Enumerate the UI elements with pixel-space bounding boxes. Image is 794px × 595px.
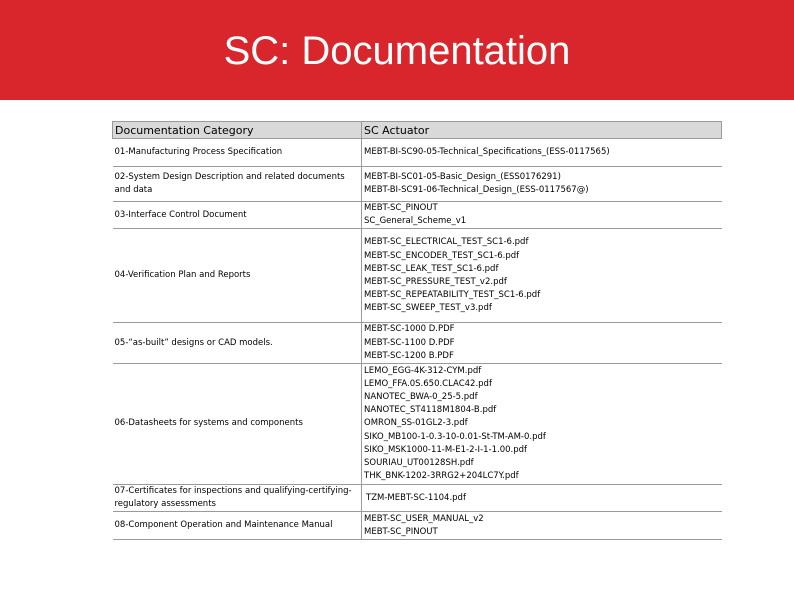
- document-filename: SC_General_Scheme_v1: [364, 216, 467, 227]
- actuator-cell: [362, 202, 722, 229]
- actuator-cell: [362, 323, 722, 364]
- slide-title: SC: Documentation: [223, 28, 571, 73]
- document-filename: SIKO_MSK1000-11-M-E1-2-I-1-1.00.pdf: [364, 444, 528, 455]
- actuator-cell: [362, 167, 722, 202]
- document-filename: MEBT-BI-SC91-06-Technical_Design_(ESS-0117567@): [364, 185, 589, 195]
- actuator-cell: [362, 229, 722, 323]
- document-filename: NANOTEC_ST4118M1804-B.pdf: [364, 405, 497, 416]
- category-cell: 02-System Design Description and related documents and data: [113, 167, 362, 202]
- document-filename: MEBT-SC-1100 D.PDF: [364, 337, 455, 348]
- table-row: [113, 202, 722, 229]
- table-row: [113, 323, 722, 364]
- document-filename: LEMO_EGG-4K-312-CYM.pdf: [364, 365, 482, 376]
- table-row: [113, 229, 722, 323]
- document-filename: THK_BNK-1202-3RRG2+204LC7Y.pdf: [364, 471, 519, 482]
- document-filename: MEBT-SC_PINOUT: [364, 526, 438, 537]
- document-filename: MEBT-SC_REPEATABILITY_TEST_SC1-6.pdf: [364, 290, 541, 301]
- document-filename: MEBT-SC-1000 D.PDF: [364, 324, 455, 335]
- category-cell: 01-Manufacturing Process Specification: [113, 139, 362, 167]
- actuator-cell: [362, 485, 722, 512]
- document-filename: MEBT-BI-SC90-05-Technical_Specifications_(ESS-0117565): [364, 146, 610, 157]
- document-filename: MEBT-SC_PINOUT: [364, 203, 438, 213]
- document-filename: MEBT-SC_PRESSURE_TEST_v2.pdf: [364, 276, 507, 287]
- title-banner: [0, 0, 794, 100]
- document-filename: MEBT-SC_SWEEP_TEST_v3.pdf: [364, 303, 492, 314]
- table-row: [113, 485, 722, 512]
- category-cell: 06-Datasheets for systems and components: [113, 364, 362, 485]
- category-cell: 03-Interface Control Document: [113, 202, 362, 229]
- header-row: [113, 122, 722, 139]
- category-cell: 05-“as-built” designs or CAD models.: [113, 323, 362, 364]
- table-row: [113, 139, 722, 167]
- actuator-cell: [362, 364, 722, 485]
- header-actuator: SC Actuator: [362, 122, 722, 139]
- document-filename: SIKO_MB100-1-0.3-10-0.01-St-TM-AM-0.pdf: [364, 431, 546, 442]
- document-filename: MEBT-SC_ENCODER_TEST_SC1-6.pdf: [364, 250, 520, 261]
- document-filename: MEBT-SC_ELECTRICAL_TEST_SC1-6.pdf: [364, 237, 529, 248]
- table-row: [113, 364, 722, 485]
- document-filename: MEBT-SC_LEAK_TEST_SC1-6.pdf: [364, 263, 499, 274]
- document-filename: MEBT-SC_USER_MANUAL_v2: [364, 513, 484, 524]
- document-filename: MEBT-BI-SC01-05-Basic_Design_(ESS0176291): [364, 171, 561, 182]
- document-filename: OMRON_SS-01GL2-3.pdf: [364, 418, 468, 429]
- actuator-cell: [362, 512, 722, 540]
- table-row: [113, 512, 722, 540]
- document-filename: NANOTEC_BWA-0_25-5.pdf: [364, 392, 478, 402]
- table-row: [113, 167, 722, 202]
- header-category: Documentation Category: [113, 122, 362, 139]
- document-filename: TZM-MEBT-SC-1104.pdf: [366, 492, 466, 503]
- document-filename: LEMO_FFA.0S.650.CLAC42.pdf: [364, 378, 492, 389]
- category-cell: 08-Component Operation and Maintenance Manual: [113, 512, 362, 540]
- actuator-cell: [362, 139, 722, 167]
- document-filename: SOURIAU_UT00128SH.pdf: [364, 458, 474, 469]
- category-cell: 07-Certificates for inspections and qualifying-certifying-regulatory assessments: [113, 485, 362, 512]
- category-cell: 04-Verification Plan and Reports: [113, 229, 362, 323]
- document-filename: MEBT-SC-1200 B.PDF: [364, 350, 454, 361]
- documentation-table: [112, 121, 722, 540]
